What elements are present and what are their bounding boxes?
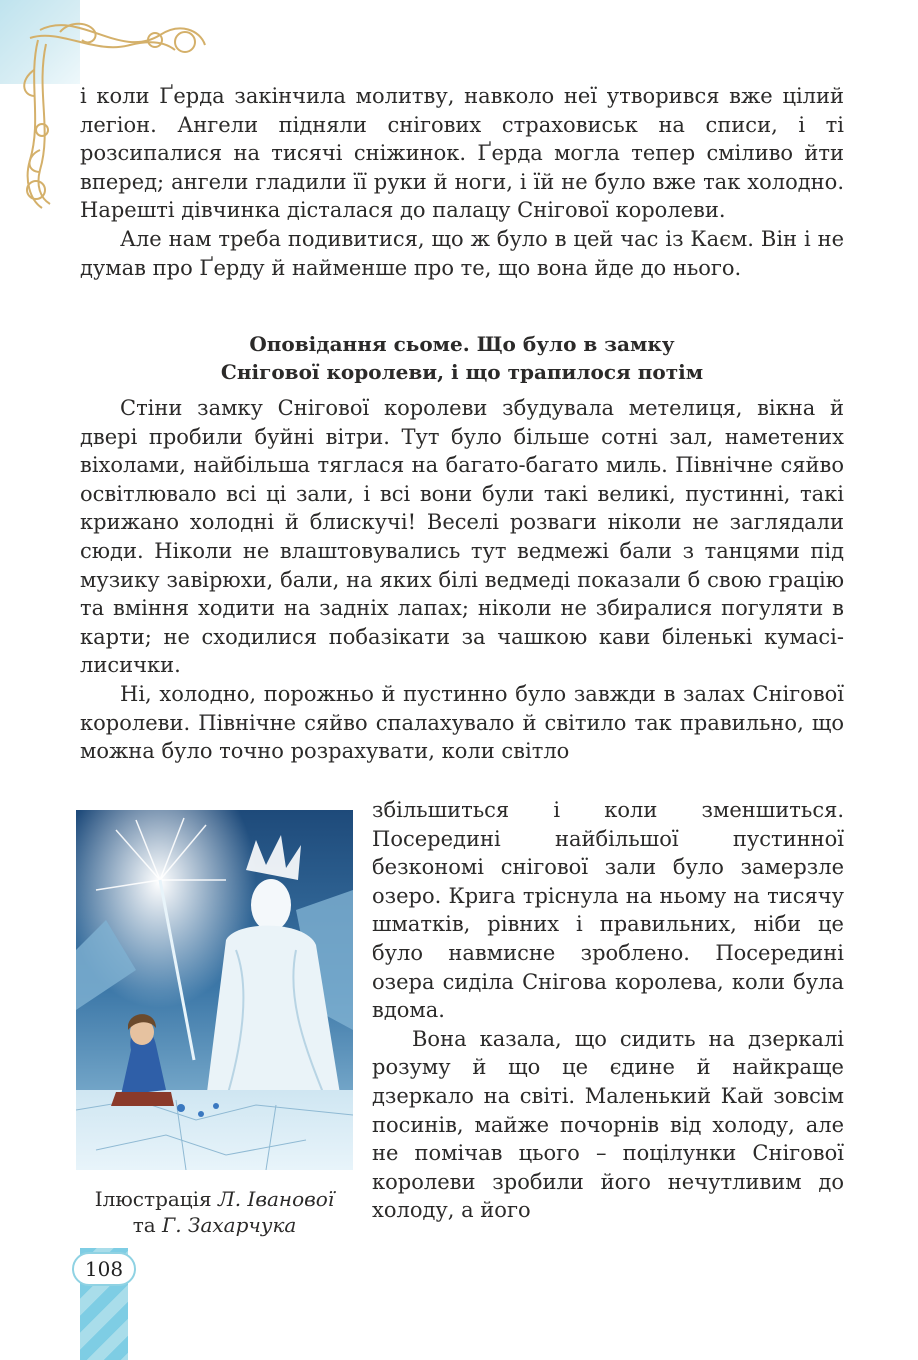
paragraph: Вона казала, що сидить на дзеркалі розуму й що це єдине й найкраще дзеркало на світі. Маленький Кай зовсім посинів, майже почорнів від холоду, але не помічав цього – поцілунки Снігової королеви зробили його нечутливим до холоду, а його	[372, 1026, 844, 1223]
text-column-right	[372, 796, 844, 1225]
caption-line-1	[76, 1186, 353, 1212]
paragraph: Стіни замку Снігової королеви збудувала метелиця, вікна й двері пробили буйні вітри. Тут було більше сотні зал, наметених віхолами, найбільша тяглася на багато-багато миль. Північне сяйво освітлювало всі ці зали, і всі вони були такі великі, пустинні, такі крижано холодні й блискучі! Веселі розваги ніколи не заглядали сюди. Ніколи не влаштовувались тут ведмежі бали з танцями під музику завірюхи, бали, на яких білі ведмеді показали б свою грацію та вміння ходити на задніх лапах; ніколи не збиралися погуляти в карти; не сходилися побазікати за чашкою кави біленькі кумасі-лисички.	[80, 396, 844, 678]
caption-prefix: Ілюстрація	[94, 1187, 219, 1211]
paragraph: збільшиться і коли зменшиться. Посередині найбільшої пустинної безкономі снігової зали було замерзле озеро. Крига тріснула на ньому на тисячу шматків, рівних і правильних, ніби це було навмисне зроблено. Посередині озера сиділа Снігова королева, коли була вдома.	[372, 798, 844, 1023]
chapter-heading	[80, 330, 844, 386]
text-column-top	[80, 82, 844, 282]
heading-line-2: Снігової королеви, і що трапилося потім	[220, 360, 704, 384]
paragraph: Ні, холодно, порожньо й пустинно було завжди в залах Снігової королеви. Північне сяйво спалахувало й світило так правильно, що можна було точно розрахувати, коли світло	[80, 681, 844, 764]
caption-joiner: та	[132, 1213, 163, 1237]
illustration-caption	[76, 1186, 353, 1238]
paragraph: і коли Ґерда закінчила молитву, навколо неї утворився вже цілий легіон. Ангели підняли снігових страховиськ на списи, і ті розсипалися на тисячі сніжинок. Ґерда могла тепер сміливо йти вперед; ангели гладили її руки й ноги, і їй не було вже так холодно. Нарешті дівчинка дісталася до палацу Снігової королеви.	[80, 84, 844, 223]
caption-author-2: Г. Захарчука	[162, 1213, 297, 1237]
page-number: 108	[72, 1252, 136, 1286]
snow-queen-illustration	[76, 810, 353, 1170]
caption-line-2	[76, 1212, 353, 1238]
heading-line-1: Оповідання сьоме. Що було в замку	[249, 332, 675, 356]
paragraph: Але нам треба подивитися, що ж було в цей час із Каєм. Він і не думав про Ґерду й найменше про те, що вона йде до нього.	[80, 226, 844, 280]
caption-author-1: Л. Іванової	[218, 1187, 335, 1211]
text-column-middle	[80, 394, 844, 766]
